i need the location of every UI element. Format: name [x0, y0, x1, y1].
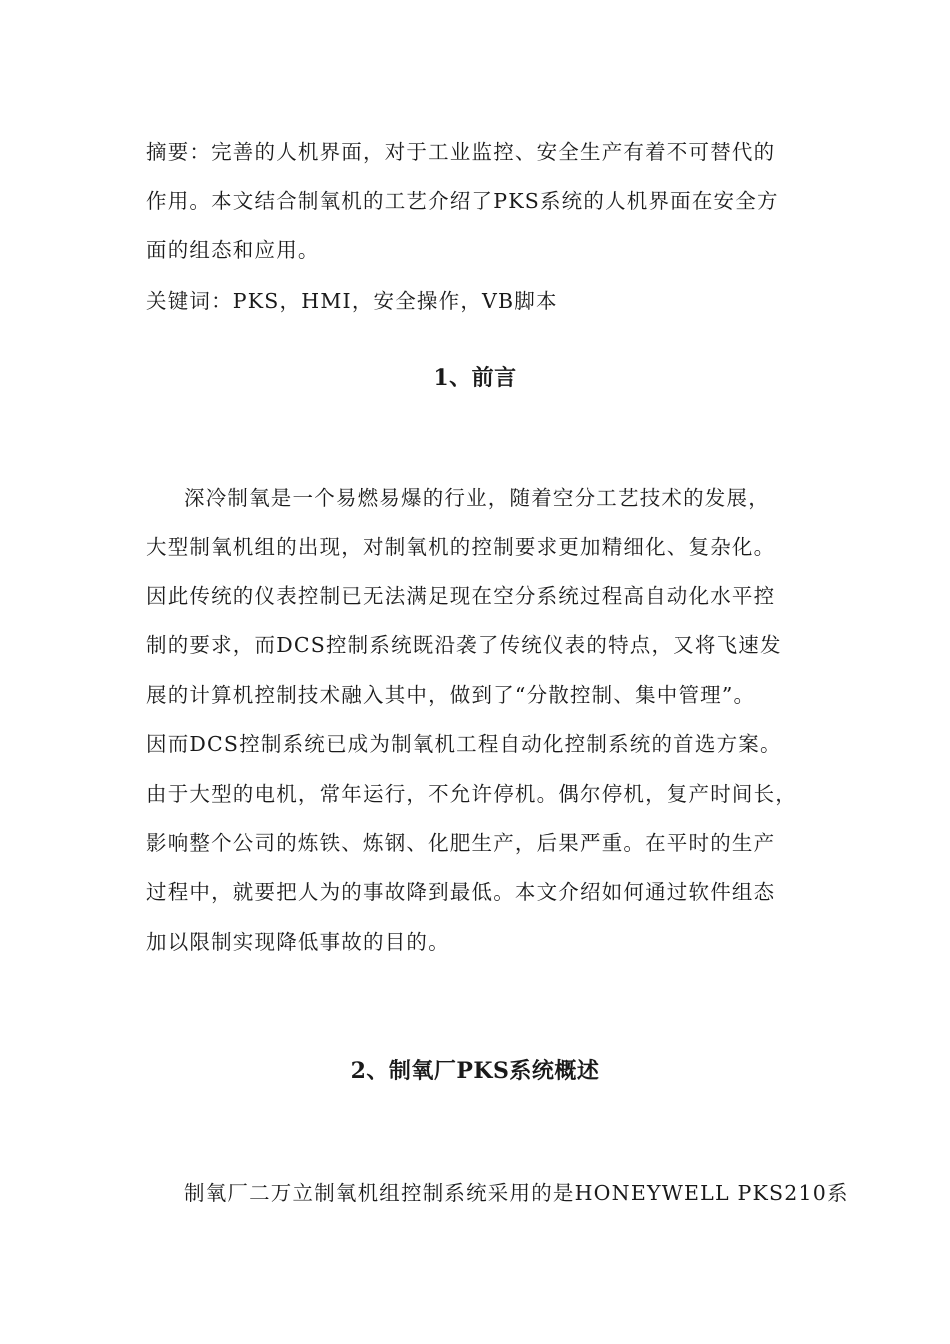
section-1-line-10: 加以限制实现降低事故的目的。	[146, 930, 450, 954]
section-1-line-3: 因此传统的仪表控制已无法满足现在空分系统过程高自动化水平控	[146, 584, 776, 608]
section-1-heading: 1、前言	[433, 365, 517, 391]
section-1-line-6: 因而DCS控制系统已成为制氧机工程自动化控制系统的首选方案。	[146, 732, 782, 756]
section-1-line-8: 影响整个公司的炼铁、炼钢、化肥生产，后果严重。在平时的生产	[146, 831, 776, 855]
abstract-line-3: 面的组态和应用。	[146, 238, 320, 262]
section-1-line-4: 制的要求，而DCS控制系统既沿袭了传统仪表的特点，又将飞速发	[146, 633, 782, 657]
section-2-heading: 2、制氧厂PKS系统概述	[350, 1058, 600, 1084]
abstract-line-1: 摘要：完善的人机界面，对于工业监控、安全生产有着不可替代的	[146, 140, 776, 164]
section-1-line-7: 由于大型的电机，常年运行，不允许停机。偶尔停机，复产时间长，	[146, 782, 797, 806]
section-1-line-2: 大型制氧机组的出现，对制氧机的控制要求更加精细化、复杂化。	[146, 535, 776, 559]
keywords-line: 关键词：PKS，HMI，安全操作，VB脚本	[146, 289, 558, 313]
abstract-line-2: 作用。本文结合制氧机的工艺介绍了PKS系统的人机界面在安全方	[146, 189, 779, 213]
section-1-line-5: 展的计算机控制技术融入其中，做到了“分散控制、集中管理”。	[146, 683, 756, 707]
section-2-line-1: 制氧厂二万立制氧机组控制系统采用的是HONEYWELL PKS210系	[184, 1181, 849, 1205]
section-1-line-9: 过程中，就要把人为的事故降到最低。本文介绍如何通过软件组态	[146, 880, 776, 904]
section-1-line-1: 深冷制氧是一个易燃易爆的行业，随着空分工艺技术的发展，	[184, 486, 770, 510]
